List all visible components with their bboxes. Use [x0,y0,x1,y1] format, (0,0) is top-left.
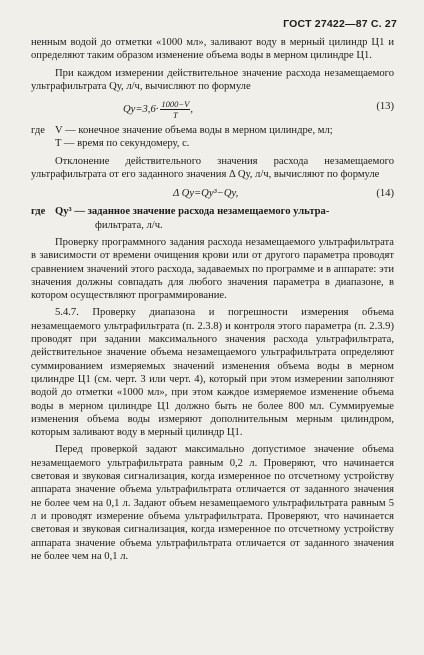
page-header: ГОСТ 27422—87 С. 27 [283,18,397,30]
formula-13-lhs: Qу=3,6· [123,104,159,116]
paragraph-2: При каждом измерении действительное значение расхода незамещаемого ультрафильтрата Qу, л/ч, вычисляют по формуле [31,67,394,92]
document-body [31,36,394,563]
paragraph-5: 5.4.7. Проверку диапазона и погрешности измерения объема незамещаемого ультрафильтрата (п. 2.3.8) и контроля этого параметра (п. 2.3.9) проводят при задании максимального значения расхода ультрафильтрата, действительное значение объема незамещаемого ультрафильтрата определяют суммированием измеряемых значений изменения объема воды в мерном цилиндре Ц1 (см. черт. 3 или черт. 4), который при этом измерении заполняют водой до отметки «1000 мл», при этом каждое измеряемое изменение объема воды в мерном цилиндре Ц1 должно быть не более 800 мл. Суммируемые изменения объема воды измеряют дополнительным мерным цилиндром, которым заливают воду в мерный цилиндр Ц1. [31,307,394,439]
where-label-2: где [31,206,46,218]
formula-13-fraction [160,99,190,120]
definition-q-set: Qу³ — заданное значение расхода незамещаемого ультра- [55,206,330,218]
paragraph-4: Проверку программного задания расхода незамещаемого ультрафильтрата в зависимости от времени очищения крови или от другого параметра проводят сравнением значений этого расхода, задаваемых по программе и в аппарате: эти значения должны совпадать для любого значения параметра в диапазоне, в котором осуществляют программирование. [31,236,394,302]
formula-14 [31,186,394,203]
formula-13-number: (13) [376,101,394,113]
definition-t: T — время по секундомеру, с. [55,138,190,150]
formula-13-numerator: 1000−V [161,99,190,110]
paragraph-6: Перед проверкой задают максимально допустимое значение объема незамещаемого ультрафильтрата равным 0,2 л. Проверяют, что начинается световая и звуковая сигнализация, когда измеренное по отсчетному устройству аппарата значение объема ультрафильтрата отличается от заданного значения не более чем на 0,1 л. Задают объем незамещаемого ультрафильтрата равным 5 л и проводят измерение объема ультрафильтрата. Проверяют, что начинается световая и звуковая сигнализация, когда измеренное по отсчетному устройству аппарата значение объема ультрафильтрата отличается от заданного значения не более чем на 0,1 л. [31,444,394,562]
paragraph-1: ненным водой до отметки «1000 мл», заливают воду в мерный цилиндр Ц1 и определяют таким образом изменение объема воды в мерном цилиндре Ц1. [31,37,394,62]
formula-13-denominator: T [173,110,178,121]
formula-13-definitions [31,124,394,151]
where-label: где [31,125,45,137]
formula-14-definitions [31,205,394,232]
formula-14-number: (14) [376,188,394,200]
formula-13-tail: , [190,104,193,116]
formula-14-expression: Δ Qу=Qу³−Qу, [173,188,239,200]
paragraph-3: Отклонение действительного значения расхода незамещаемого ультрафильтрата от его заданного значения Δ Qу, л/ч, вычисляют по формуле [31,155,394,181]
formula-13 [31,96,394,122]
definition-v: V — конечное значение объема воды в мерном цилиндре, мл; [55,125,333,137]
definition-q-set-cont: фильтрата, л/ч. [95,219,163,231]
formula-13-expression [123,99,193,120]
